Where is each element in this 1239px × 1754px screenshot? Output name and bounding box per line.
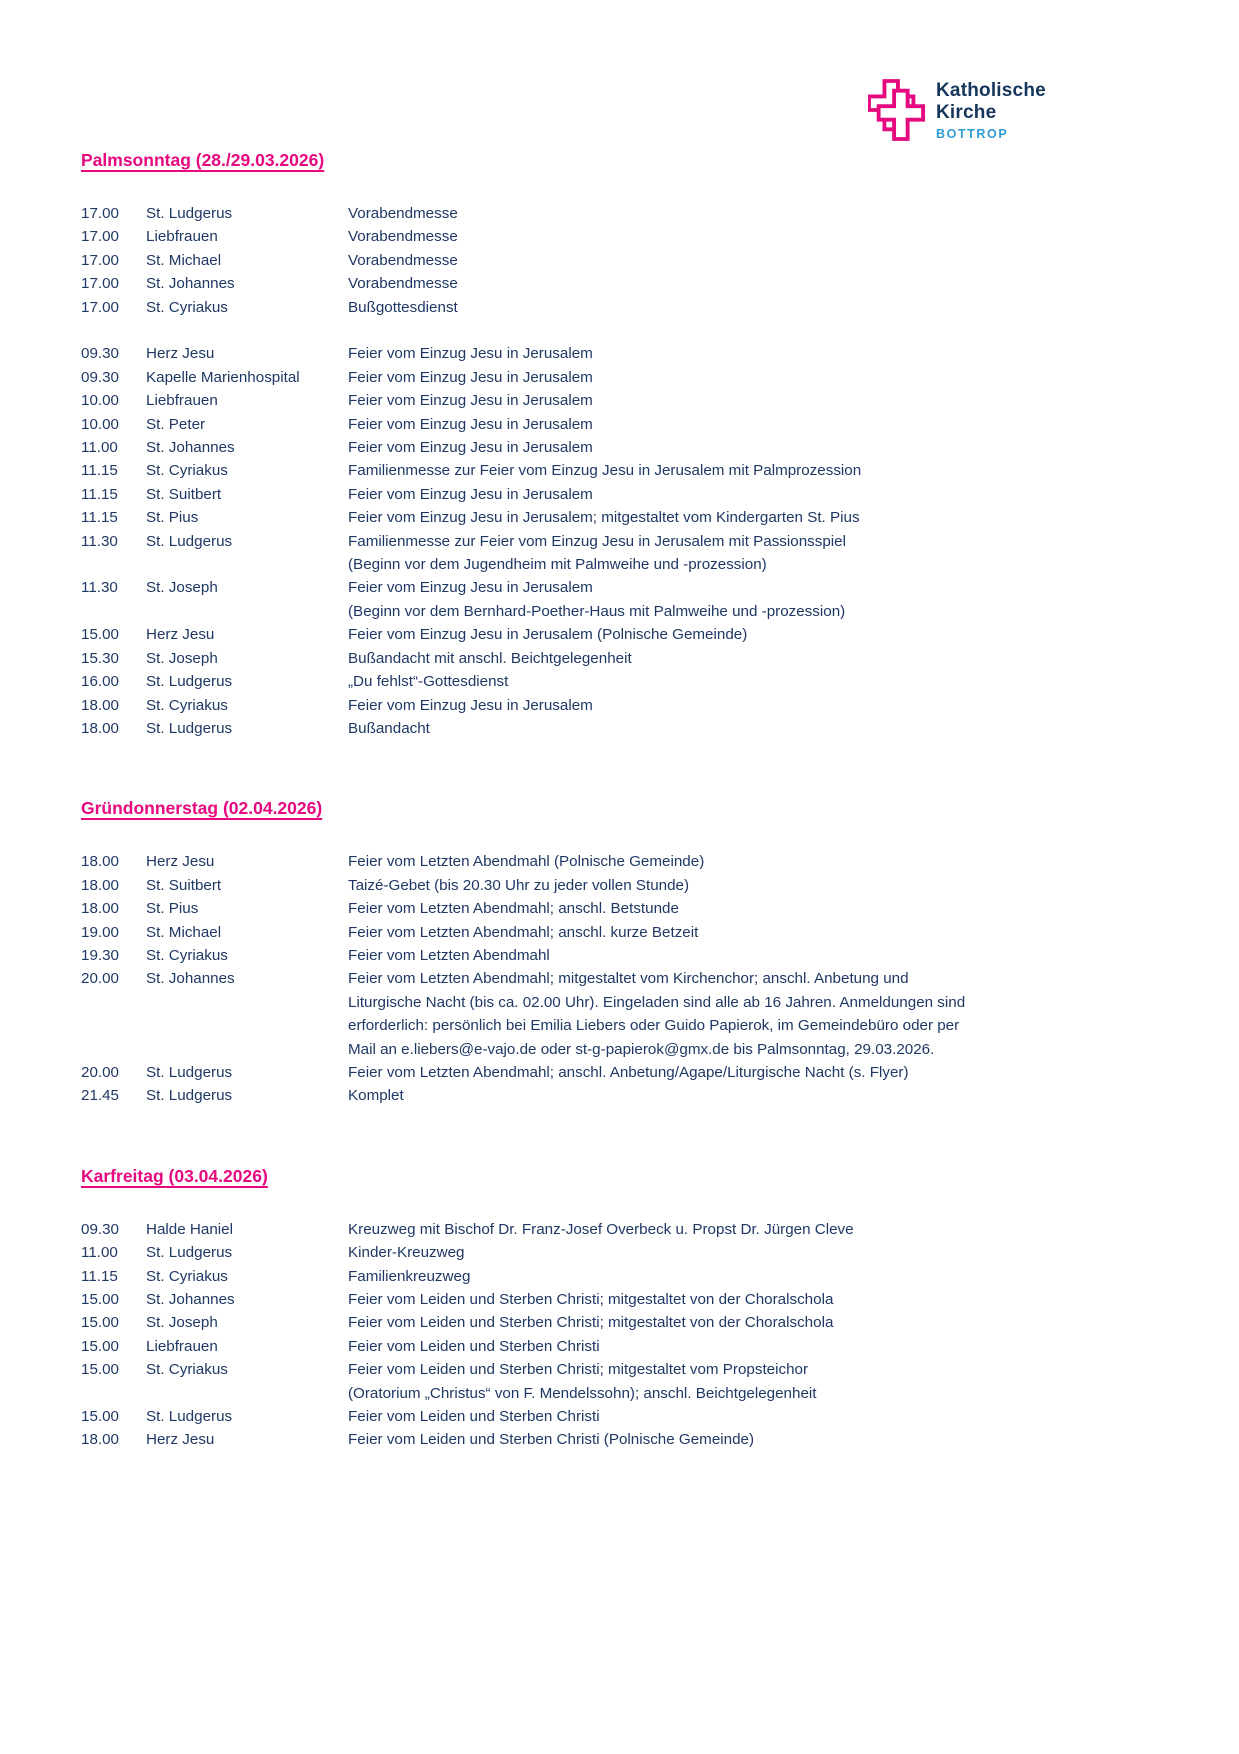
location-cell: St. Cyriakus (146, 462, 228, 480)
location-cell: St. Cyriakus (146, 696, 228, 714)
description-cell: Feier vom Leiden und Sterben Christi (348, 1337, 600, 1355)
description-cell: Feier vom Einzug Jesu in Jerusalem (348, 579, 593, 597)
time-cell: 11.15 (81, 509, 118, 527)
description-cell: Feier vom Letzten Abendmahl (Polnische Gemeinde) (348, 853, 705, 871)
time-cell: 18.00 (81, 696, 120, 714)
description-cell: Feier vom Einzug Jesu in Jerusalem (348, 415, 593, 433)
location-cell: St. Peter (146, 415, 206, 433)
schedule-row (81, 225, 1149, 248)
org-logo-text (936, 80, 1046, 141)
description-cell: Feier vom Einzug Jesu in Jerusalem (348, 439, 593, 457)
location-cell: St. Cyriakus (146, 946, 228, 964)
description-cell: (Oratorium „Christus“ von F. Mendelssohn); anschl. Beichtgelegenheit (348, 1384, 817, 1402)
description-cell: Feier vom Einzug Jesu in Jerusalem (348, 345, 593, 363)
time-cell (81, 1038, 146, 1061)
section-title: Palmsonntag (28./29.03.2026) (81, 150, 325, 170)
location-cell: St. Johannes (146, 439, 235, 457)
time-cell: 20.00 (81, 1063, 120, 1081)
location-cell (146, 1382, 348, 1405)
time-cell: 19.00 (81, 923, 120, 941)
schedule-row (81, 1311, 1149, 1334)
description-cell: Feier vom Einzug Jesu in Jerusalem (348, 485, 593, 503)
time-cell: 21.45 (81, 1087, 120, 1105)
schedule-row (81, 506, 1149, 529)
double-cross-icon (868, 78, 926, 142)
schedule-row (81, 342, 1149, 365)
section-title: Gründonnerstag (02.04.2026) (81, 798, 323, 819)
location-cell: St. Joseph (146, 1314, 218, 1332)
description-cell: Feier vom Leiden und Sterben Christi (Polnische Gemeinde) (348, 1431, 755, 1449)
description-cell: Feier vom Einzug Jesu in Jerusalem (348, 392, 593, 410)
section-title: Karfreitag (03.04.2026) (81, 1165, 268, 1186)
time-cell: 17.00 (81, 228, 120, 246)
time-cell: 19.30 (81, 946, 120, 964)
description-cell: erforderlich: persönlich bei Emilia Liebers oder Guido Papierok, im Gemeindebüro oder per (348, 1017, 960, 1035)
location-cell: St. Johannes (146, 275, 235, 293)
org-name-line2: Kirche (936, 101, 997, 123)
description-cell: Feier vom Leiden und Sterben Christi; mitgestaltet vom Propsteichor (348, 1361, 809, 1379)
section-body (81, 1218, 1149, 1452)
time-cell: 18.00 (81, 719, 120, 737)
schedule-row (81, 1241, 1149, 1264)
time-cell: 11.15 (81, 1267, 118, 1285)
description-cell: Kreuzweg mit Bischof Dr. Franz-Josef Overbeck u. Propst Dr. Jürgen Cleve (348, 1220, 854, 1238)
location-cell: St. Cyriakus (146, 298, 228, 316)
description-cell: Kinder-Kreuzweg (348, 1244, 465, 1262)
location-cell (146, 991, 348, 1014)
location-cell: Liebfrauen (146, 1337, 218, 1355)
schedule-row (81, 1038, 1149, 1061)
description-cell: Bußandacht mit anschl. Beichtgelegenheit (348, 649, 632, 667)
location-cell: St. Cyriakus (146, 1267, 228, 1285)
time-cell: 20.00 (81, 970, 120, 988)
time-cell: 15.00 (81, 1337, 120, 1355)
description-cell: Familienkreuzweg (348, 1267, 471, 1285)
schedule-row (81, 1218, 1149, 1241)
location-cell: St. Michael (146, 251, 222, 269)
location-cell (146, 553, 348, 576)
time-cell: 18.00 (81, 1431, 120, 1449)
schedule-row (81, 249, 1149, 272)
time-cell: 10.00 (81, 415, 120, 433)
schedule-row (81, 600, 1149, 623)
location-cell: St. Joseph (146, 579, 218, 597)
location-cell: St. Suitbert (146, 485, 222, 503)
time-cell: 10.00 (81, 392, 120, 410)
org-city: BOTTROP (936, 126, 1009, 141)
org-logo (868, 78, 1046, 142)
schedule-row (81, 850, 1149, 873)
description-cell: Komplet (348, 1087, 404, 1105)
time-cell: 18.00 (81, 876, 120, 894)
location-cell: Halde Haniel (146, 1220, 233, 1238)
location-cell: Herz Jesu (146, 345, 215, 363)
schedule-row (81, 967, 1149, 990)
schedule-row (81, 366, 1149, 389)
location-cell: St. Ludgerus (146, 205, 233, 222)
description-cell: Feier vom Letzten Abendmahl (348, 946, 550, 964)
schedule-row (81, 1358, 1149, 1381)
group-gap (81, 319, 1149, 342)
schedule-row (81, 413, 1149, 436)
description-cell: Feier vom Leiden und Sterben Christi; mitgestaltet von der Choralschola (348, 1314, 834, 1332)
schedule-row (81, 670, 1149, 693)
location-cell (146, 600, 348, 623)
location-cell: St. Ludgerus (146, 1408, 233, 1426)
description-cell: Feier vom Letzten Abendmahl; anschl. Anbetung/Agape/Liturgische Nacht (s. Flyer) (348, 1063, 909, 1081)
org-name-line1: Katholische (936, 79, 1046, 101)
description-cell: Taizé-Gebet (bis 20.30 Uhr zu jeder vollen Stunde) (348, 876, 690, 894)
schedule-section (81, 150, 1149, 740)
location-cell: Liebfrauen (146, 228, 218, 246)
schedule-row (81, 647, 1149, 670)
description-cell: Feier vom Letzten Abendmahl; anschl. kurze Betzeit (348, 923, 699, 941)
description-cell: Bußgottesdienst (348, 298, 458, 316)
location-cell: St. Suitbert (146, 876, 222, 894)
time-cell: 11.00 (81, 439, 118, 457)
time-cell: 18.00 (81, 853, 120, 871)
time-cell (81, 600, 146, 623)
time-cell (81, 991, 146, 1014)
schedule-section (81, 1166, 1149, 1452)
schedule-row (81, 1084, 1149, 1107)
description-cell: „Du fehlst“-Gottesdienst (348, 673, 509, 691)
time-cell: 15.00 (81, 626, 120, 644)
time-cell: 11.30 (81, 579, 118, 597)
schedule-section (81, 798, 1149, 1107)
time-cell: 15.00 (81, 1361, 120, 1379)
location-cell: Liebfrauen (146, 392, 218, 410)
time-cell: 11.00 (81, 1244, 118, 1262)
description-cell: Bußandacht (348, 719, 430, 737)
schedule-row (81, 717, 1149, 740)
schedule-row (81, 921, 1149, 944)
location-cell: St. Ludgerus (146, 673, 233, 691)
location-cell: St. Michael (146, 923, 222, 941)
schedule-row (81, 1428, 1149, 1451)
description-cell: Feier vom Leiden und Sterben Christi; mitgestaltet von der Choralschola (348, 1291, 834, 1309)
time-cell: 17.00 (81, 298, 120, 316)
location-cell: Herz Jesu (146, 626, 215, 644)
location-cell: St. Cyriakus (146, 1361, 228, 1379)
time-cell (81, 1014, 146, 1037)
schedule-row (81, 623, 1149, 646)
description-cell: Mail an e.liebers@e-vajo.de oder st-g-papierok@gmx.de bis Palmsonntag, 29.03.2026. (348, 1040, 935, 1058)
description-cell: Feier vom Einzug Jesu in Jerusalem; mitgestaltet vom Kindergarten St. Pius (348, 509, 860, 527)
description-cell: (Beginn vor dem Bernhard-Poether-Haus mit Palmweihe und -prozession) (348, 602, 846, 620)
description-cell: Feier vom Leiden und Sterben Christi (348, 1408, 600, 1426)
location-cell: Kapelle Marienhospital (146, 368, 300, 386)
location-cell: Herz Jesu (146, 853, 215, 871)
description-cell: Feier vom Einzug Jesu in Jerusalem (348, 696, 593, 714)
description-cell: Feier vom Letzten Abendmahl; anschl. Betstunde (348, 900, 679, 918)
time-cell: 09.30 (81, 368, 120, 386)
location-cell: St. Johannes (146, 970, 235, 988)
time-cell (81, 553, 146, 576)
schedule-row (81, 897, 1149, 920)
location-cell: St. Ludgerus (146, 532, 233, 550)
description-cell: Vorabendmesse (348, 205, 458, 222)
time-cell: 15.00 (81, 1408, 120, 1426)
schedule (81, 150, 1149, 1452)
schedule-row (81, 436, 1149, 459)
time-cell: 15.30 (81, 649, 120, 667)
schedule-row (81, 459, 1149, 482)
time-cell: 11.15 (81, 462, 118, 480)
time-cell: 11.30 (81, 532, 118, 550)
location-cell: St. Ludgerus (146, 1063, 233, 1081)
time-cell: 15.00 (81, 1291, 120, 1309)
location-cell: St. Johannes (146, 1291, 235, 1309)
schedule-row (81, 1405, 1149, 1428)
schedule-row (81, 553, 1149, 576)
time-cell: 17.00 (81, 205, 120, 222)
time-cell: 17.00 (81, 275, 120, 293)
schedule-row (81, 530, 1149, 553)
section-body (81, 202, 1149, 740)
location-cell: St. Joseph (146, 649, 218, 667)
schedule-row (81, 1288, 1149, 1311)
description-cell: Familienmesse zur Feier vom Einzug Jesu in Jerusalem mit Palmprozession (348, 462, 862, 480)
description-cell: Feier vom Einzug Jesu in Jerusalem (Polnische Gemeinde) (348, 626, 748, 644)
location-cell (146, 1038, 348, 1061)
schedule-row (81, 1335, 1149, 1358)
description-cell: Liturgische Nacht (bis ca. 02.00 Uhr). Eingeladen sind alle ab 16 Jahren. Anmeldungen sind (348, 993, 966, 1011)
schedule-row (81, 272, 1149, 295)
schedule-row (81, 1382, 1149, 1405)
section-body (81, 850, 1149, 1107)
time-cell: 17.00 (81, 251, 120, 269)
time-cell: 09.30 (81, 345, 120, 363)
schedule-row (81, 694, 1149, 717)
description-cell: Feier vom Letzten Abendmahl; mitgestaltet vom Kirchenchor; anschl. Anbetung und (348, 970, 909, 988)
time-cell (81, 1382, 146, 1405)
schedule-row (81, 483, 1149, 506)
location-cell: St. Ludgerus (146, 1244, 233, 1262)
location-cell: St. Pius (146, 900, 199, 918)
time-cell: 18.00 (81, 900, 120, 918)
time-cell: 16.00 (81, 673, 120, 691)
time-cell: 11.15 (81, 485, 118, 503)
schedule-row (81, 389, 1149, 412)
location-cell: St. Ludgerus (146, 719, 233, 737)
schedule-row (81, 1265, 1149, 1288)
description-cell: (Beginn vor dem Jugendheim mit Palmweihe und -prozession) (348, 556, 767, 574)
schedule-row (81, 874, 1149, 897)
time-cell: 15.00 (81, 1314, 120, 1332)
description-cell: Vorabendmesse (348, 251, 458, 269)
schedule-row (81, 576, 1149, 599)
location-cell: St. Ludgerus (146, 1087, 233, 1105)
description-cell: Feier vom Einzug Jesu in Jerusalem (348, 368, 593, 386)
description-cell: Vorabendmesse (348, 275, 458, 293)
schedule-row (81, 1014, 1149, 1037)
schedule-row (81, 944, 1149, 967)
location-cell (146, 1014, 348, 1037)
description-cell: Familienmesse zur Feier vom Einzug Jesu in Jerusalem mit Passionsspiel (348, 532, 846, 550)
location-cell: Herz Jesu (146, 1431, 215, 1449)
schedule-row (81, 1061, 1149, 1084)
time-cell: 09.30 (81, 1220, 120, 1238)
schedule-row (81, 296, 1149, 319)
location-cell: St. Pius (146, 509, 199, 527)
description-cell: Vorabendmesse (348, 228, 458, 246)
schedule-row (81, 991, 1149, 1014)
schedule-row (81, 202, 1149, 225)
